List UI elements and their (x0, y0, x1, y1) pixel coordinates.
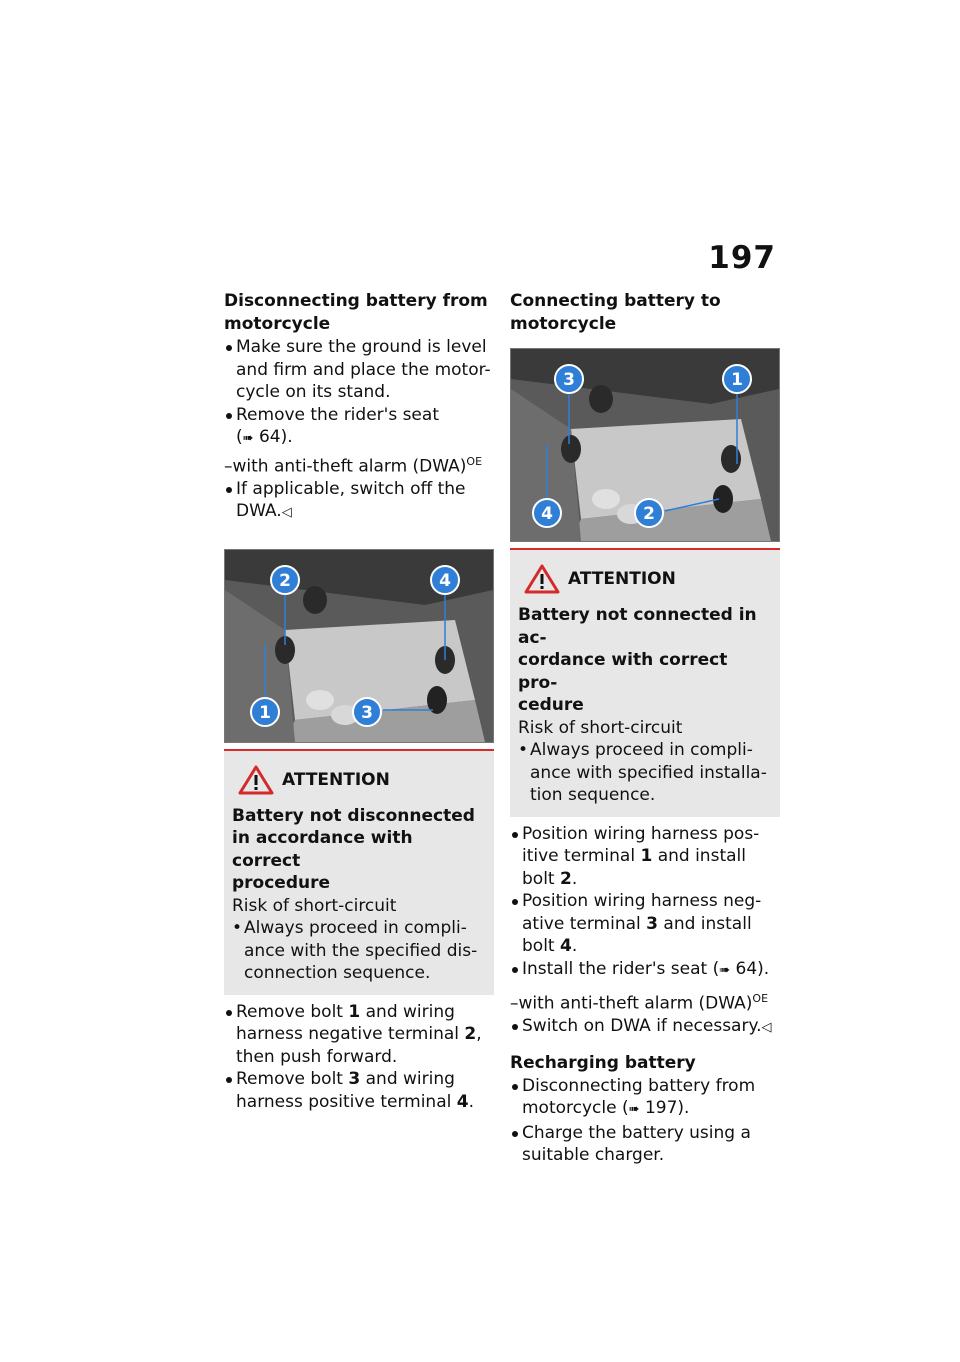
attention-heading: Battery not disconnected in accordance with correct procedure (232, 805, 475, 894)
list-item: Position wiring harness pos- itive terminal 1 and install bolt 2. (510, 823, 780, 891)
figure-callout: 1 (259, 702, 271, 723)
attention-title: ATTENTION (568, 569, 676, 589)
right-column (510, 290, 780, 1167)
condition-line: –with anti-theft alarm (DWA)$^{OE}$ (510, 992, 769, 1014)
attention-heading: Battery not connected in ac- cordance with correct pro- cedure (518, 605, 757, 715)
page-reference-link[interactable]: 64). (258, 427, 293, 447)
attention-risk: Risk of short-circuit (518, 717, 683, 738)
figure-callout: 4 (541, 504, 553, 524)
figure-callout: 2 (279, 570, 291, 591)
list-item: Remove bolt 1 and wiring harness negative terminal 2, then push forward. (224, 1001, 494, 1069)
reference-arrow-icon: ➠ (242, 431, 254, 446)
warning-triangle-icon (524, 564, 560, 594)
reference-arrow-icon: ➠ (719, 962, 731, 978)
list-item: Remove bolt 3 and wiring harness positive terminal 4. (224, 1068, 494, 1113)
reference-arrow-icon: ➠ (628, 1102, 640, 1118)
list-item: Position wiring harness neg- ative terminal 3 and install bolt 4. (510, 890, 780, 958)
figure-callout: 4 (439, 570, 451, 591)
list-item: Charge the battery using a suitable charger. (510, 1122, 780, 1167)
figure-callout: 2 (643, 504, 655, 524)
section-heading-connect: Connecting battery to motorcycle (510, 291, 721, 334)
list-item: Install the rider's seat (➠ 64). (510, 958, 780, 983)
list-item: If applicable, switch off the DWA.◁ (224, 478, 494, 525)
list-item: • Always proceed in compli- ance with the specified dis- connection sequence. (232, 917, 486, 985)
figure-callout: 3 (563, 370, 575, 390)
condition-line: –with anti-theft alarm (DWA)$^{OE}$ (224, 454, 483, 477)
list-item: Switch on DWA if necessary.◁ (510, 1015, 780, 1040)
attention-risk: Risk of short-circuit (232, 895, 397, 916)
attention-box (224, 749, 494, 995)
section-heading-recharge: Recharging battery (510, 1052, 696, 1073)
list-item: • Always proceed in compli- ance with specified installa- tion sequence. (518, 739, 772, 807)
figure-callout: 1 (731, 370, 743, 390)
figure-callout: 3 (361, 702, 373, 723)
list-item: Make sure the ground is level and firm and place the motor- cycle on its stand. (224, 336, 494, 404)
page-number: 197 (708, 240, 776, 276)
page-reference-link[interactable]: 64). (735, 958, 770, 979)
left-column (224, 290, 494, 1113)
page-reference-link[interactable]: 197). (644, 1098, 690, 1119)
end-of-section-icon: ◁ (761, 1020, 772, 1036)
attention-title: ATTENTION (282, 769, 390, 790)
section-heading-disconnect: Disconnecting battery from motorcycle (224, 291, 488, 334)
attention-box (510, 548, 780, 817)
warning-triangle-icon (238, 765, 274, 795)
battery-connect-figure (510, 348, 780, 542)
list-item: Remove the rider's seat (➠ 64). (224, 404, 494, 451)
battery-disconnect-figure (224, 549, 494, 743)
list-item: Disconnecting battery from motorcycle (➠ 197). (510, 1075, 780, 1122)
end-of-section-icon: ◁ (281, 505, 292, 521)
